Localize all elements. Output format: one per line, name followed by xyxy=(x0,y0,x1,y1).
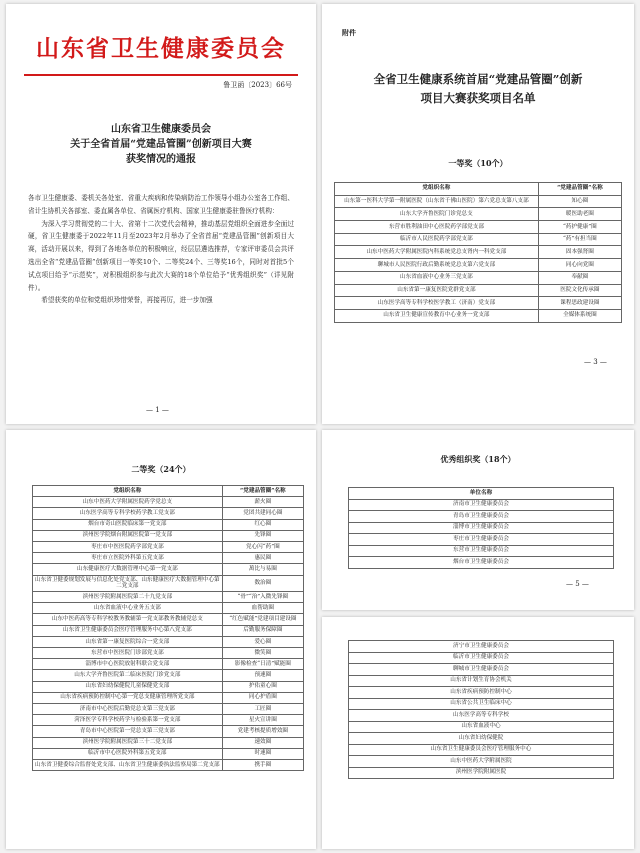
table-row: 枣庄市卫生健康委员会 xyxy=(349,534,614,546)
notice-paragraph: 为深入学习贯彻党的二十大、省第十二次党代会精神，推动基层党组织全面进步全面过硬，省卫生健康委于2022年11月至2023年2月举办了全省首届“党建品管圈”创新项目大赛，活动开展以来，得到了各地各单位的积极响应，经层层遴选推荐，专家评审委员会共评选出全省“党建品管圈”创新项目一等奖10个、二等奖24个、三等奖16个，同时对首批5个试点项目给予“示范奖”，对积极组织参与此次大赛的18个单位给予“优秀组织奖”（详见附件）。 xyxy=(28,219,294,292)
table-row: 山东第一医科大学第一附属医院（山东省千佛山医院）第六党总支第八支部 知心圈 xyxy=(335,195,622,208)
table-row: 山东省第一康复医院综合一党支部 爱心圈 xyxy=(33,636,304,647)
table-row: 淄博市中心医院放射科联合党支部 影像检查“日清”赋能圈 xyxy=(33,659,304,670)
table-row: 山东省计划生育协会机关 xyxy=(349,675,614,687)
page-number: — 3 — xyxy=(584,358,607,366)
second-prize-page xyxy=(6,430,316,849)
attachment-title-line: 全省卫生健康系统首届“党建品管圈”创新 xyxy=(373,72,583,86)
table-row: 东营市中医医院门诊部党支部 微笑圈 xyxy=(33,648,304,659)
column-header: “党建品管圈”名称 xyxy=(538,183,621,196)
first-prize-table xyxy=(334,182,622,323)
organization-award-page-continued xyxy=(322,617,634,849)
table-row: 烟台市卫生健康委员会 xyxy=(349,557,614,569)
table-row: 枣庄市立医院外科第五党支部 惠民圈 xyxy=(33,553,304,564)
table-row: 山东省血液中心业务五支部 血帮助圈 xyxy=(33,603,304,614)
table-row: 济宁市卫生健康委员会 xyxy=(349,641,614,653)
notice-paragraph: 希望获奖的单位和党组织珍惜荣誉，再接再厉，进一步加强 xyxy=(41,296,213,305)
table-row: 临沂市人民医院药学部党支部 “药”有担当圈 xyxy=(335,233,622,246)
table-row: 山东省疾病预防控制中心 xyxy=(349,687,614,699)
table-row: 山东省卫生健康宣传教育中心业务一党支部 全媒体系统圈 xyxy=(335,309,622,322)
table-row: 滨州医学院附属医院 xyxy=(349,767,614,779)
notice-body xyxy=(28,192,294,307)
table-row: 临沂市卫生健康委员会 xyxy=(349,652,614,664)
organization-award-heading: 优秀组织奖（18个） xyxy=(440,454,516,464)
table-row: 滨州医学院附属医院第二十九党支部 “骨”“治”入微先锋圈 xyxy=(33,592,304,603)
table-row: 济南市中心医院后勤党总支第三党支部 工匠圈 xyxy=(33,703,304,714)
doc-number: 鲁卫函〔2023〕66号 xyxy=(223,81,292,89)
table-row: 山东医学高等专科学校 xyxy=(349,710,614,722)
organization-award-table xyxy=(348,487,614,569)
attachment-title xyxy=(332,70,624,108)
table-row: 山东省卫生健康委员会医疗管理服务中心第八党支部 后勤服务保障圈 xyxy=(33,625,304,636)
table-row: 山东省公共卫生临床中心 xyxy=(349,698,614,710)
table-row: 东营市卫生健康委员会 xyxy=(349,545,614,557)
table-row: 山东省卫生健康委员会医疗管理服务中心 xyxy=(349,744,614,756)
table-row: 山东中医药大学附属医院内科系统党总支肾内一科党支部 固本强肾圈 xyxy=(335,246,622,259)
table-row: 烟台市奇山医院临床第一党支部 红心圈 xyxy=(33,519,304,530)
header-divider xyxy=(24,74,298,76)
table-row: 山东健康医疗大数据管理中心第一党支部 萬比与易圈 xyxy=(33,564,304,575)
table-row: 山东医学高等专科学校医学教工（济南）党支部 课程思政建设圈 xyxy=(335,297,622,310)
table-row: 山东省疾病预防控制中心第一党总支健康管理所党支部 同心护盾圈 xyxy=(33,692,304,703)
table-row: 临沂市中心医院外科第五党支部 时速圈 xyxy=(33,748,304,759)
notice-page-1 xyxy=(6,4,316,424)
table-row: 滨州医学院附属医院第三十二党支部 速效圈 xyxy=(33,737,304,748)
column-header: 单位名称 xyxy=(349,488,614,500)
table-row: 聊城市卫生健康委员会 xyxy=(349,664,614,676)
column-header: “党建品管圈”名称 xyxy=(222,486,303,497)
second-prize-heading: 二等奖（24个） xyxy=(131,464,191,474)
first-prize-heading: 一等奖（10个） xyxy=(448,158,508,168)
table-row: 山东省卫健委综合监督处党支部、山东省卫生健康委执法监察局第二党支部 携手圈 xyxy=(33,759,304,770)
page-number: — 5 — xyxy=(566,580,589,588)
table-row: 山东省卫健委规划发展与信息化处党支部、山东健康医疗大数据管理中心第二党支部 数治圈 xyxy=(33,575,304,592)
table-row: 山东省血液中心业务三党支部 奉献圈 xyxy=(335,271,622,284)
table-row: 淄博市卫生健康委员会 xyxy=(349,522,614,534)
table-row: 山东中医药大学附属医院药学党总支 薪火圈 xyxy=(33,497,304,508)
table-row: 济南市卫生健康委员会 xyxy=(349,499,614,511)
notice-title-line: 获奖情况的通报 xyxy=(126,154,196,165)
notice-title-line: 山东省卫生健康委员会 xyxy=(111,124,211,135)
column-header: 党组织名称 xyxy=(335,183,539,196)
page-number: — 1 — xyxy=(146,406,169,414)
organization-award-page xyxy=(322,430,634,610)
table-row: 青岛市中心医院第一党总支第三党支部 党建考核提质增效圈 xyxy=(33,726,304,737)
table-row: 山东省第一康复医院党群党支部 医院文化传承圈 xyxy=(335,284,622,297)
table-row: 枣庄市中医医院药学部党支部 党心闪“药”圈 xyxy=(33,541,304,552)
attachment-page-3 xyxy=(322,4,634,424)
column-header: 党组织名称 xyxy=(33,486,223,497)
table-row: 山东省妇幼保健院 xyxy=(349,733,614,745)
notice-title xyxy=(26,122,296,167)
table-row: 山东省血液中心 xyxy=(349,721,614,733)
attachment-label: 附件 xyxy=(342,29,356,37)
notice-title-line: 关于全省首届“党建品管圈”创新项目大赛 xyxy=(70,139,252,150)
table-row: 山东中医药大学附属医院 xyxy=(349,756,614,768)
organization-award-table-continued xyxy=(348,640,614,779)
table-row: 山东省妇幼保健院儿童保健党支部 护佑童心圈 xyxy=(33,681,304,692)
table-row: 聊城市人民医院行政后勤系统党总支第六党支部 同心向党圈 xyxy=(335,259,622,272)
second-prize-table xyxy=(32,485,304,771)
table-row: 青岛市卫生健康委员会 xyxy=(349,511,614,523)
table-row: 东营市胜利油田中心医院药学部党支部 “药护健康”圈 xyxy=(335,221,622,234)
table-row: 山东大学齐鲁医院门诊党总支 暖医助老圈 xyxy=(335,208,622,221)
table-row: 菏泽医学专科学校药学与检验系第一党支部 星火宣讲圈 xyxy=(33,715,304,726)
table-row: 山东医学高等专科学校药学教工党支部 党团共建同心圈 xyxy=(33,508,304,519)
table-row: 山东中医药高等专科学校教务教辅第一党支部教务教辅党总支 “红色赋能”党建项目建设圈 xyxy=(33,614,304,625)
attachment-title-line: 项目大赛获奖项目名单 xyxy=(420,91,536,105)
table-row: 山东大学齐鲁医院第二临床医院门诊党支部 预速圈 xyxy=(33,670,304,681)
recipients: 各市卫生健康委、委机关各处室、省重大疾病和传染病防治工作领导小组办公室各工作组、省计生协机关各部室、委直属各单位、省属医疗机构、国家卫生健康委驻鲁医疗机构： xyxy=(28,194,294,215)
org-header: 山东省卫生健康委员会 xyxy=(36,35,286,62)
table-row: 滨州医学院烟台附属医院第一党支部 先锋圈 xyxy=(33,530,304,541)
